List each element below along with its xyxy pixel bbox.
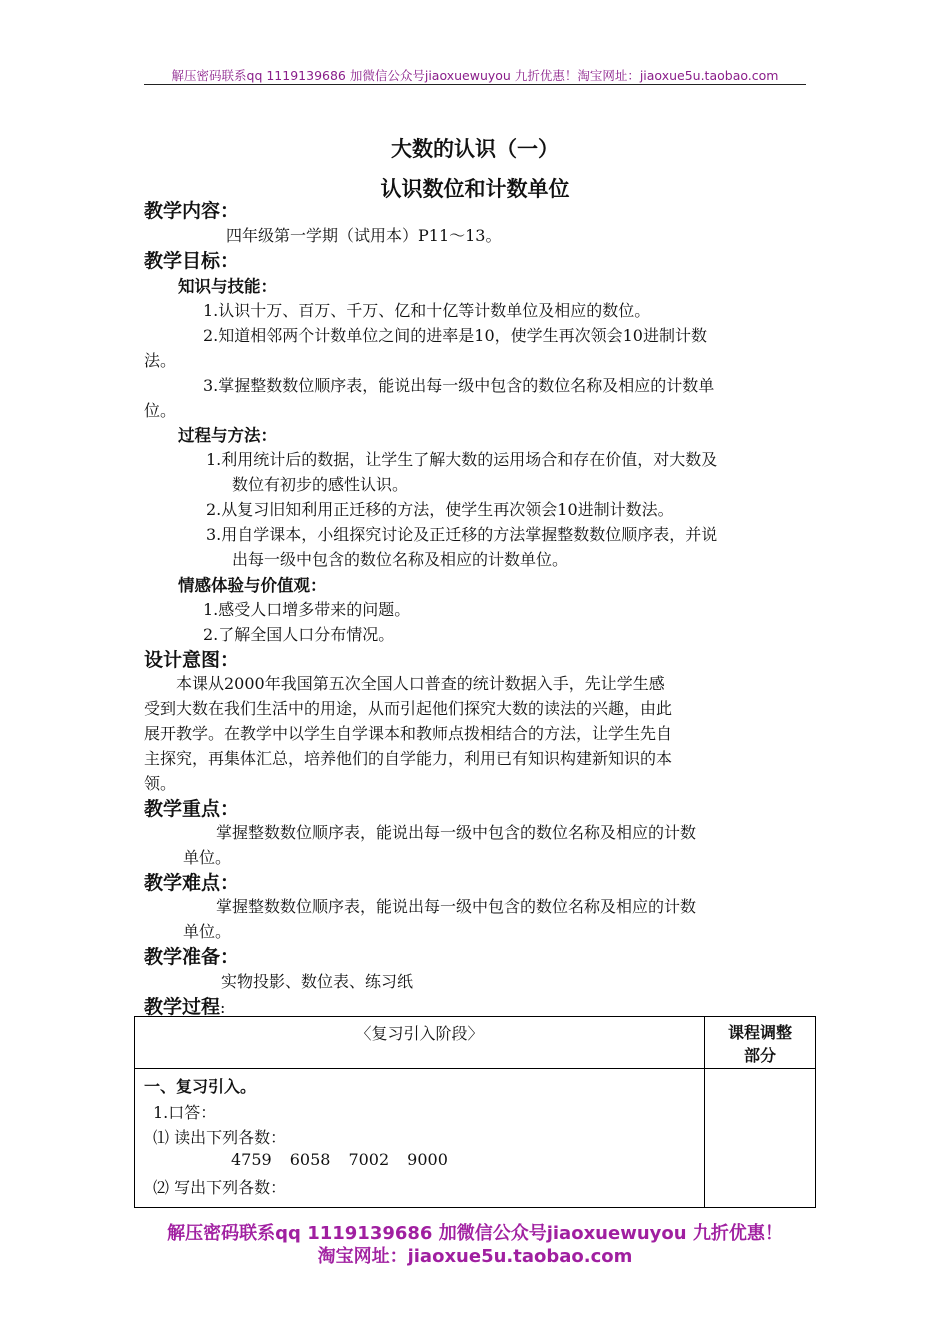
table-header-main: 〈复习引入阶段〉 <box>355 1024 484 1043</box>
section-heading-goals: 教学目标： <box>144 250 240 272</box>
number-item: 4759 <box>231 1150 272 1169</box>
key-line-2: 单位。 <box>183 848 232 867</box>
subheading-knowledge: 知识与技能： <box>178 277 277 296</box>
section-heading-design: 设计意图： <box>144 649 240 671</box>
design-line-1: 本课从2000年我国第五次全国人口普查的统计数据入手，先让学生感 <box>176 674 665 693</box>
footer-line-1: 解压密码联系qq 1119139686 加微信公众号jiaoxuewuyou 九折优惠！ <box>167 1223 783 1244</box>
process-heading-colon: : <box>220 998 226 1017</box>
table-header-side-1: 课程调整 <box>727 1023 792 1042</box>
knowledge-item-2-cont: 法。 <box>144 351 177 370</box>
section-heading-process <box>144 992 225 1019</box>
process-item-1: 1.利用统计后的数据，让学生了解大数的运用场合和存在价值，对大数及 <box>206 450 718 469</box>
table-body-main-cell <box>135 1069 705 1208</box>
review-sub-1: ⑴ 读出下列各数： <box>153 1128 287 1147</box>
table-header-main-cell <box>135 1017 705 1069</box>
emotion-item-1: 1.感受人口增多带来的问题。 <box>203 600 411 619</box>
subheading-emotion: 情感体验与价值观： <box>178 576 327 595</box>
table-header-row <box>135 1017 816 1069</box>
header-banner: 解压密码联系qq 1119139686 加微信公众号jiaoxuewuyou 九折优惠！淘宝网址：jiaoxue5u.taobao.com <box>171 68 779 83</box>
section-heading-content: 教学内容： <box>144 200 240 222</box>
table-header-side-cell <box>705 1017 816 1069</box>
review-heading: 一、复习引入。 <box>144 1077 257 1096</box>
section-heading-key: 教学重点： <box>144 798 240 820</box>
process-item-3-cont: 出每一级中包含的数位名称及相应的计数单位。 <box>232 550 569 569</box>
footer-line-2: 淘宝网址：jiaoxue5u.taobao.com <box>317 1246 633 1267</box>
design-line-4: 主探究，再集体汇总，培养他们的自学能力，利用已有知识构建新知识的本 <box>144 749 673 768</box>
difficulty-line-1: 掌握整数数位顺序表，能说出每一级中包含的数位名称及相应的计数 <box>216 897 697 916</box>
knowledge-item-3: 3.掌握整数数位顺序表，能说出每一级中包含的数位名称及相应的计数单 <box>203 376 715 395</box>
review-item-1: 1.口答： <box>153 1103 217 1122</box>
table-body-side-cell <box>705 1069 816 1208</box>
section-heading-prep: 教学准备： <box>144 946 240 968</box>
knowledge-item-2: 2.知道相邻两个计数单位之间的进率是10，使学生再次领会10进制计数 <box>203 326 707 345</box>
number-item: 9000 <box>407 1150 448 1169</box>
design-line-5: 领。 <box>144 774 177 793</box>
knowledge-item-3-cont: 位。 <box>144 401 177 420</box>
process-heading-label: 教学过程 <box>144 996 221 1018</box>
number-list <box>231 1150 448 1169</box>
process-item-1-cont: 数位有初步的感性认识。 <box>232 475 409 494</box>
table-header-side-2: 部分 <box>743 1046 776 1065</box>
design-line-2: 受到大数在我们生活中的用途，从而引起他们探究大数的读法的兴趣，由此 <box>144 699 673 718</box>
knowledge-item-1: 1.认识十万、百万、千万、亿和十亿等计数单位及相应的数位。 <box>203 301 651 320</box>
subheading-process: 过程与方法： <box>178 426 277 445</box>
process-item-3: 3.用自学课本，小组探究讨论及正迁移的方法掌握整数数位顺序表，并说 <box>206 525 718 544</box>
number-item: 7002 <box>348 1150 390 1169</box>
process-table <box>134 1016 816 1208</box>
design-line-3: 展开教学。在教学中以学生自学课本和教师点拨相结合的方法，让学生先自 <box>144 724 673 743</box>
content-text: 四年级第一学期（试用本）P11～13。 <box>226 226 502 245</box>
page-subtitle: 认识数位和计数单位 <box>380 177 570 201</box>
difficulty-line-2: 单位。 <box>183 922 232 941</box>
table-body-row <box>135 1069 816 1208</box>
number-item: 6058 <box>289 1150 331 1169</box>
section-heading-difficulty: 教学难点： <box>144 872 240 894</box>
header-divider <box>144 84 806 85</box>
key-line-1: 掌握整数数位顺序表，能说出每一级中包含的数位名称及相应的计数 <box>216 823 697 842</box>
process-item-2: 2.从复习旧知利用正迁移的方法，使学生再次领会10进制计数法。 <box>206 500 674 519</box>
page-title: 大数的认识（一） <box>391 137 559 161</box>
prep-text: 实物投影、数位表、练习纸 <box>221 972 414 991</box>
review-sub-2: ⑵ 写出下列各数： <box>153 1178 287 1197</box>
emotion-item-2: 2.了解全国人口分布情况。 <box>203 625 395 644</box>
